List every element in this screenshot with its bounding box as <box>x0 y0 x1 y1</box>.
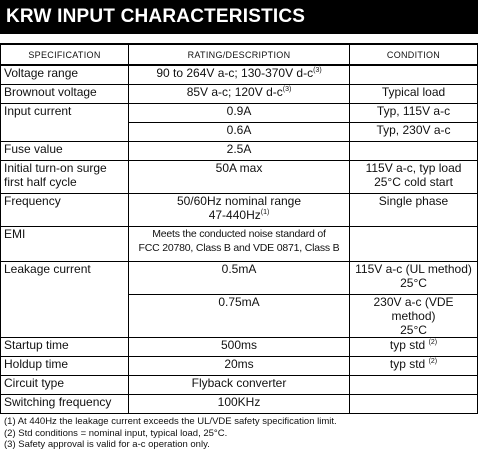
rating-cell: Flyback converter <box>129 376 350 395</box>
table-row <box>1 338 478 357</box>
table-row <box>1 395 478 414</box>
spec-cell: Circuit type <box>1 376 129 395</box>
footnote: (2) Std conditions = nominal input, typical load, 25°C. <box>4 427 228 439</box>
condition-text: 25°C <box>400 276 427 290</box>
spec-cell: EMI <box>1 227 129 262</box>
rating-cell: 50A max <box>129 161 350 194</box>
rating-cell <box>129 194 350 227</box>
table-row <box>1 227 478 262</box>
rating-text: FCC 20780, Class B and VDE 0871, Class B <box>138 242 340 254</box>
rating-text: 85V a-c; 120V d-c <box>186 85 283 99</box>
table-row <box>1 357 478 376</box>
condition-cell: Typ, 230V a-c <box>350 123 478 142</box>
rating-cell: 0.9A <box>129 104 350 123</box>
condition-cell <box>350 376 478 395</box>
condition-cell: Typ, 115V a-c <box>350 104 478 123</box>
rating-text: 50/60Hz nominal range <box>176 194 302 208</box>
spec-cell: Holdup time <box>1 357 129 376</box>
condition-cell <box>350 142 478 161</box>
condition-text: typ std <box>389 338 426 352</box>
condition-cell <box>350 161 478 194</box>
footnote-ref: (2) <box>428 339 438 346</box>
rating-cell <box>129 65 350 85</box>
spec-cell: Voltage range <box>1 65 129 85</box>
spec-cell: Leakage current <box>1 262 129 338</box>
rating-cell <box>129 85 350 104</box>
spec-cell: Frequency <box>1 194 129 227</box>
condition-cell <box>350 65 478 85</box>
footnote: (1) At 440Hz the leakage current exceeds the UL/VDE safety specification limit. <box>4 416 337 427</box>
spec-cell <box>1 161 129 194</box>
header-condition: CONDITION <box>350 44 478 65</box>
spec-cell: Startup time <box>1 338 129 357</box>
condition-text: 115V a-c, typ load <box>365 161 462 175</box>
rating-cell: 0.5mA <box>129 262 350 295</box>
rating-text: Meets the conducted noise standard of <box>152 228 326 240</box>
condition-cell <box>350 262 478 295</box>
table-header-row <box>1 44 478 65</box>
footnote-ref: (1) <box>260 209 270 216</box>
table-row <box>1 142 478 161</box>
condition-cell <box>350 357 478 376</box>
rating-cell: 0.6A <box>129 123 350 142</box>
table-row <box>1 262 478 295</box>
rating-cell: 0.75mA <box>129 295 350 338</box>
table-row <box>1 161 478 194</box>
table-row <box>1 104 478 123</box>
spec-cell: Input current <box>1 104 129 142</box>
table-row <box>1 85 478 104</box>
condition-cell: Single phase <box>350 194 478 227</box>
header-rating: RATING/DESCRIPTION <box>129 44 350 65</box>
page-title: KRW INPUT CHARACTERISTICS <box>0 0 478 34</box>
spec-cell: Brownout voltage <box>1 85 129 104</box>
table-row <box>1 376 478 395</box>
condition-text: 115V a-c (UL method) <box>355 262 472 276</box>
condition-cell <box>350 227 478 262</box>
rating-cell <box>129 227 350 262</box>
rating-text: 47-440Hz <box>208 208 261 222</box>
rating-cell: 100KHz <box>129 395 350 414</box>
condition-cell <box>350 338 478 357</box>
spec-text: first half cycle <box>4 175 77 189</box>
table-row <box>1 65 478 85</box>
rating-cell: 20ms <box>129 357 350 376</box>
rating-cell: 500ms <box>129 338 350 357</box>
footnote-ref: (2) <box>428 358 438 365</box>
spec-cell: Fuse value <box>1 142 129 161</box>
condition-text: typ std <box>389 357 426 371</box>
condition-cell <box>350 395 478 414</box>
characteristics-table <box>0 43 478 414</box>
rating-cell: 2.5A <box>129 142 350 161</box>
condition-text: 230V a-c (VDE method) <box>373 295 454 323</box>
condition-text: 25°C <box>400 323 427 337</box>
table-row <box>1 194 478 227</box>
condition-cell: Typical load <box>350 85 478 104</box>
footnote-ref: (3) <box>282 86 292 93</box>
rating-text: 90 to 264V a-c; 130-370V d-c <box>156 66 314 80</box>
footnotes <box>0 416 478 451</box>
condition-cell <box>350 295 478 338</box>
spec-text: Initial turn-on surge <box>4 161 107 175</box>
condition-text: 25°C cold start <box>374 175 453 189</box>
footnote: (3) Safety approval is valid for a-c operation only. <box>4 439 210 450</box>
header-specification: SPECIFICATION <box>1 44 129 65</box>
spec-cell: Switching frequency <box>1 395 129 414</box>
footnote-ref: (3) <box>313 67 322 74</box>
